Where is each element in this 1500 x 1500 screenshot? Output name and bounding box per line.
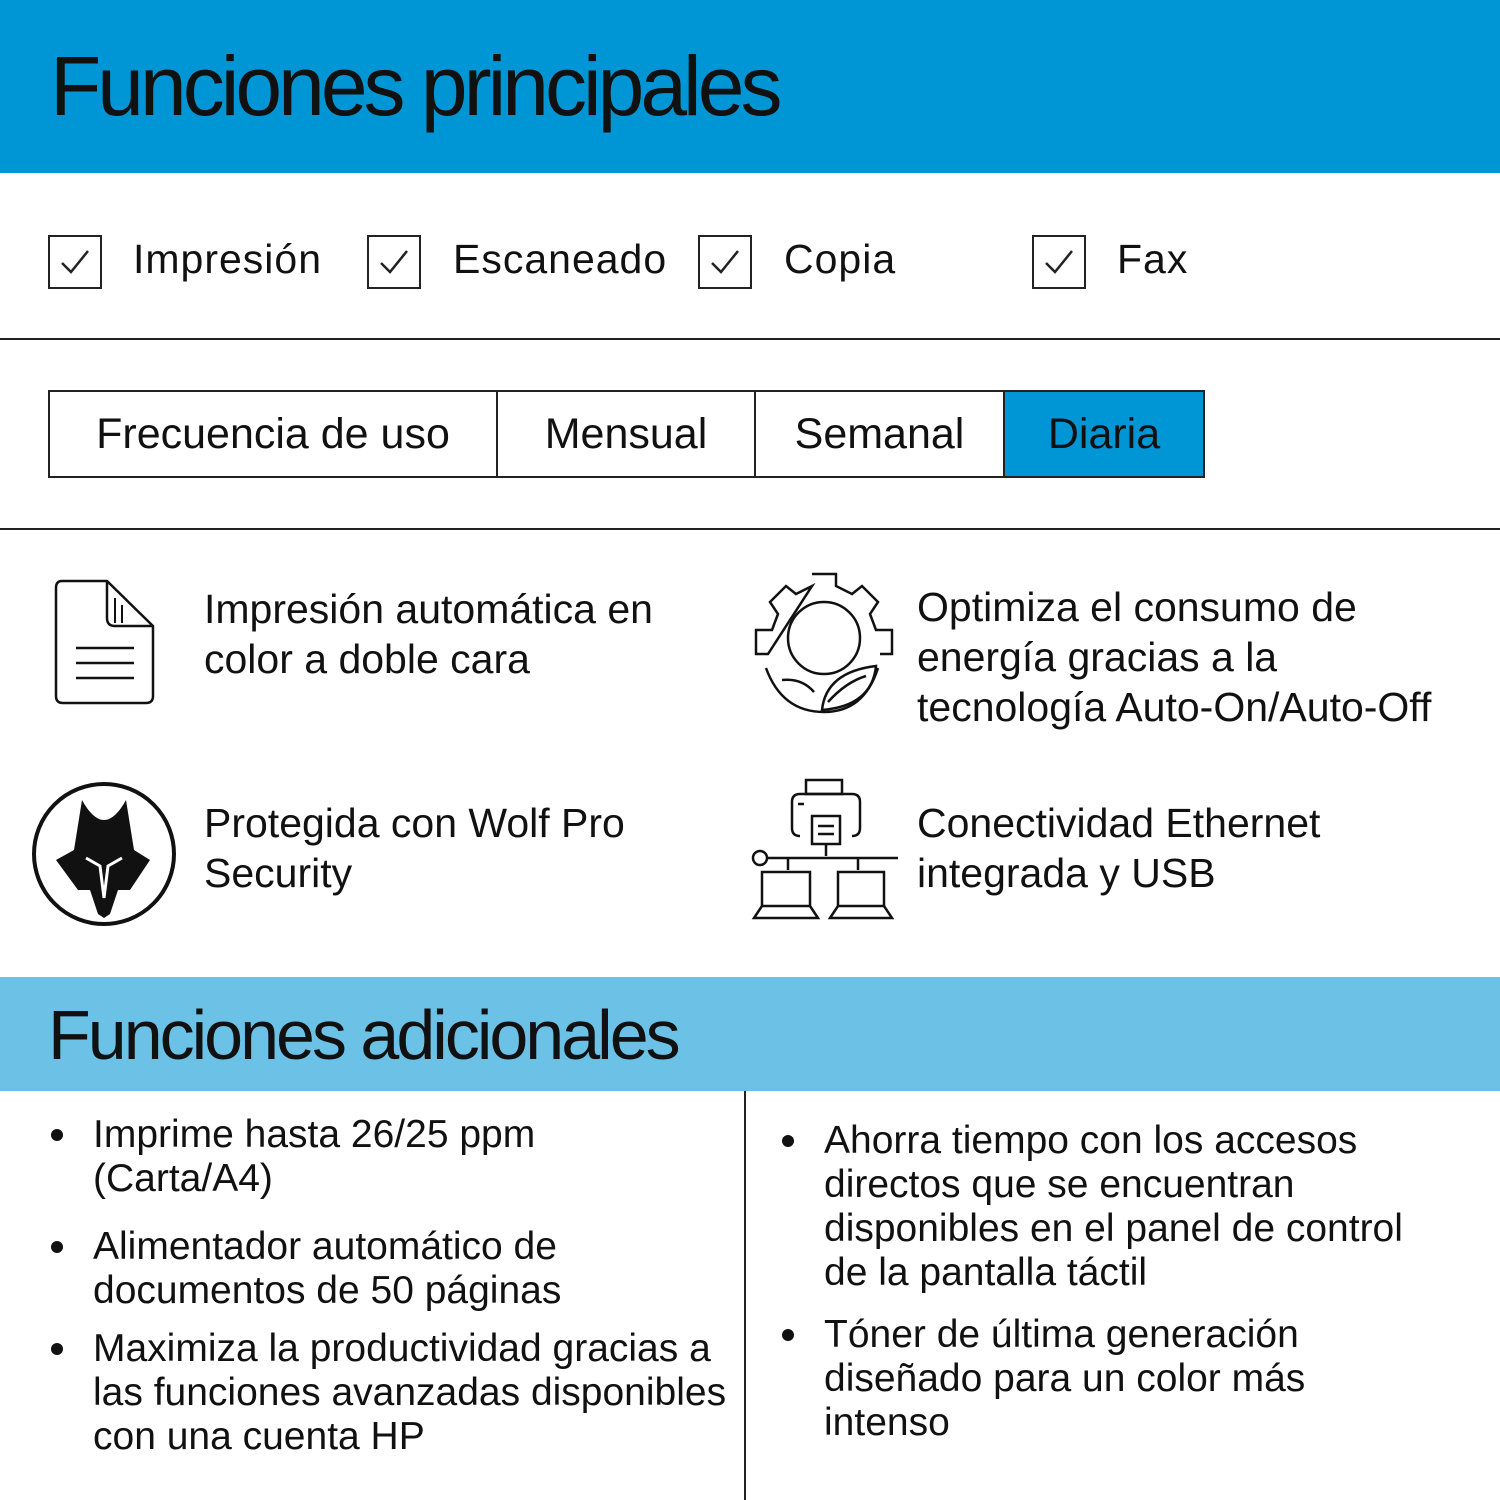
frequency-option-semanal[interactable]: Semanal [756, 392, 1005, 476]
checkbox-fax[interactable] [1032, 235, 1086, 289]
gear-leaf-icon [752, 572, 896, 716]
checkbox-label: Escaneado [453, 236, 668, 282]
bullet-item: Imprime hasta 26/25 ppm (Carta/A4) [93, 1113, 713, 1201]
bullet-item: Ahorra tiempo con los accesos directos que se encuentran disponibles en el panel de control de la pantalla táctil [824, 1119, 1444, 1295]
feature-text: Impresión automática en color a doble cara [204, 586, 653, 682]
checkbox-escaneado[interactable] [367, 235, 421, 289]
wolf-icon [30, 780, 178, 928]
frequency-label: Frecuencia de uso [50, 392, 498, 476]
checkbox-label: Fax [1117, 236, 1189, 282]
network-printer-icon [748, 776, 900, 922]
checkbox-label: Copia [784, 236, 897, 282]
bullet-item: Tóner de última generación diseñado para un color más intenso [824, 1313, 1404, 1445]
divider [0, 338, 1500, 340]
bullet-item: Alimentador automático de documentos de 50 páginas [93, 1225, 713, 1313]
section-title: Funciones adicionales [48, 996, 678, 1074]
checkbox-label: Impresión [133, 236, 323, 282]
frequency-option-mensual[interactable]: Mensual [498, 392, 756, 476]
bullet-item: Maximiza la productividad gracias a las funciones avanzadas disponibles con una cuenta HP [93, 1327, 753, 1459]
document-icon [52, 578, 158, 708]
feature-text: Conectividad Ethernet integrada y USB [917, 800, 1321, 896]
checkbox-copia[interactable] [698, 235, 752, 289]
frequency-table [48, 390, 1205, 478]
divider [0, 528, 1500, 530]
feature-text: Optimiza el consumo de energía gracias a la tecnología Auto-On/Auto-Off [917, 584, 1432, 730]
page-title: Funciones principales [50, 39, 779, 133]
header-banner [0, 0, 1500, 173]
frequency-option-diaria[interactable]: Diaria [1005, 392, 1203, 476]
feature-text: Protegida con Wolf Pro Security [204, 800, 625, 896]
additional-banner [0, 977, 1500, 1091]
checkbox-impresion[interactable] [48, 235, 102, 289]
